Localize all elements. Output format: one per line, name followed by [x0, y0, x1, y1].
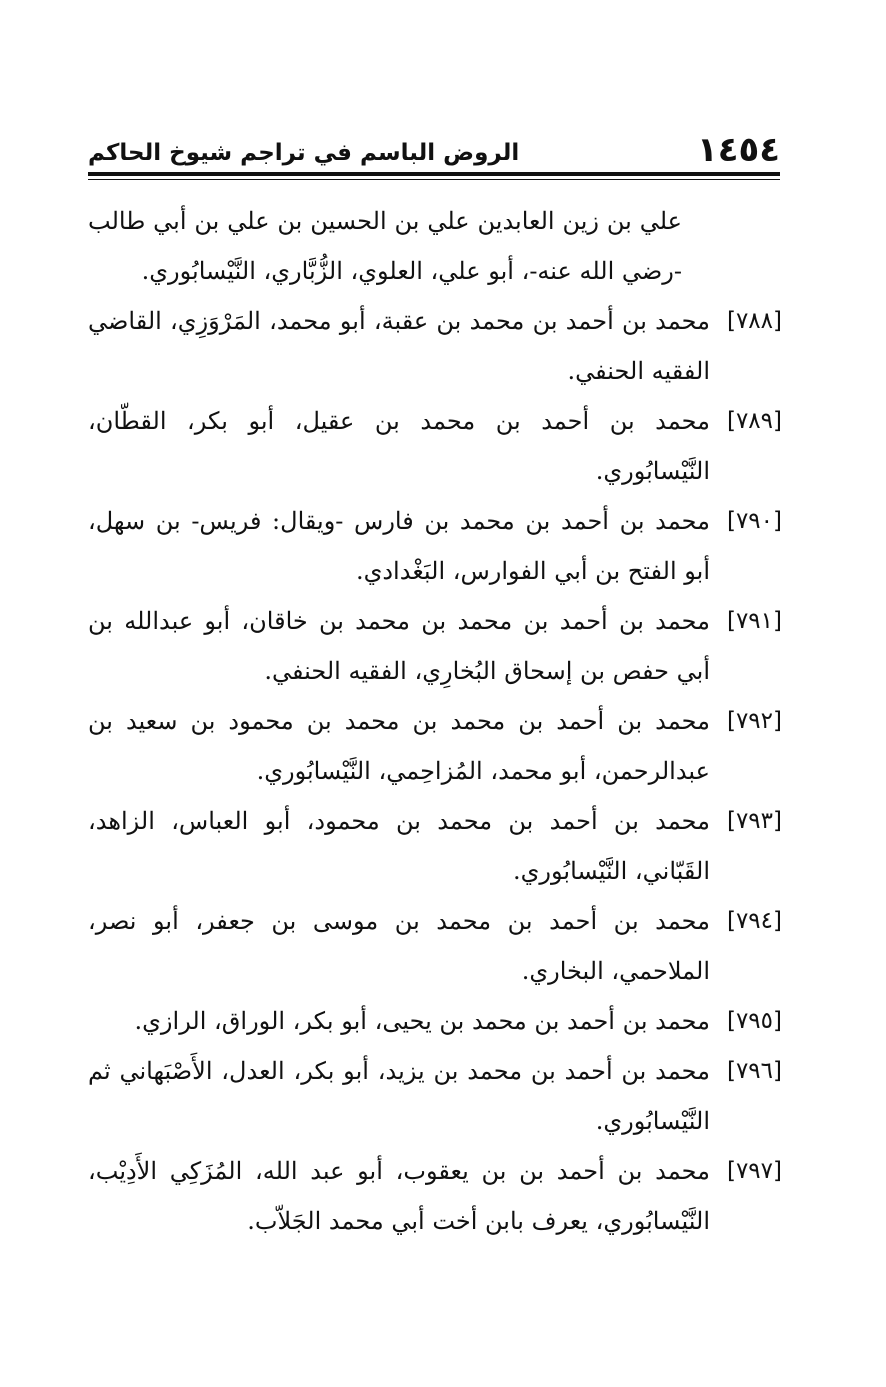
- entry-text: محمد بن أحمد بن محمد بن عقيل، أبو بكر، القطّان، النَّيْسابُوري.: [88, 407, 710, 485]
- entry-793: [88, 796, 782, 896]
- entry-text: محمد بن أحمد بن محمد بن محمد بن خاقان، أبو عبدالله بن أبي حفص بن إسحاق البُخارِي، الفقيه الحنفي.: [88, 607, 710, 685]
- page-number: ١٤٥٤: [696, 130, 780, 170]
- entry-number: [٧٨٨]: [726, 308, 782, 334]
- entry-text: محمد بن أحمد بن محمد بن محمد بن محمود بن سعيد بن عبدالرحمن، أبو محمد، المُزاحِمي، النَّيْسابُوري.: [88, 707, 710, 785]
- header-rule-thick: [88, 172, 780, 176]
- entry-number: [٧٨٩]: [726, 408, 782, 434]
- running-title: الروض الباسم في تراجم شيوخ الحاكم: [88, 140, 520, 166]
- entry-text: محمد بن أحمد بن محمد بن فارس -ويقال: فريس- بن سهل، أبو الفتح بن أبي الفوارس، البَغْدادي.: [88, 507, 710, 585]
- header-rule-thin: [88, 179, 780, 180]
- entry-text: محمد بن أحمد بن محمد بن موسى بن جعفر، أبو نصر، الملاحمي، البخاري.: [88, 907, 710, 985]
- entry-number: [٧٩٣]: [726, 808, 782, 834]
- entry-number: [٧٩١]: [726, 608, 782, 634]
- entry-791: [88, 596, 782, 696]
- entry-794: [88, 896, 782, 996]
- entry-number: [٧٩٢]: [726, 708, 782, 734]
- page-header: [88, 130, 780, 170]
- entry-796: [88, 1046, 782, 1146]
- entry-795: [88, 996, 782, 1046]
- entry-797: [88, 1146, 782, 1246]
- entry-number: [٧٩٤]: [726, 908, 782, 934]
- entries-list: [88, 196, 782, 1246]
- entry-790: [88, 496, 782, 596]
- entry-792: [88, 696, 782, 796]
- entry-number: [٧٩٧]: [726, 1158, 782, 1184]
- entry-text: محمد بن أحمد بن محمد بن يزيد، أبو بكر، العدل، الأَصْبَهاني ثم النَّيْسابُوري.: [88, 1057, 710, 1135]
- entry-text: محمد بن أحمد بن بن يعقوب، أبو عبد الله، المُزَكِي الأَدِيْب، النَّيْسابُوري، يعرف بابن أخت أبي محمد الجَلاّب.: [88, 1157, 710, 1235]
- continuation-paragraph: [88, 196, 782, 296]
- entry-text: محمد بن أحمد بن محمد بن يحيى، أبو بكر، الوراق، الرازي.: [134, 1007, 710, 1035]
- entry-text: محمد بن أحمد بن محمد بن عقبة، أبو محمد، المَرْوَزِي، القاضي الفقيه الحنفي.: [88, 307, 710, 385]
- entry-number: [٧٩٦]: [726, 1058, 782, 1084]
- entry-number: [٧٩٠]: [726, 508, 782, 534]
- entry-789: [88, 396, 782, 496]
- continuation-text: علي بن زين العابدين علي بن الحسين بن علي بن أبي طالب -رضي الله عنه-، أبو علي، العلوي، الزُّبَّاري، النَّيْسابُوري.: [88, 207, 682, 285]
- entry-text: محمد بن أحمد بن محمد بن محمود، أبو العباس، الزاهد، القَبّاني، النَّيْسابُوري.: [88, 807, 710, 885]
- entry-788: [88, 296, 782, 396]
- entry-number: [٧٩٥]: [726, 1008, 782, 1034]
